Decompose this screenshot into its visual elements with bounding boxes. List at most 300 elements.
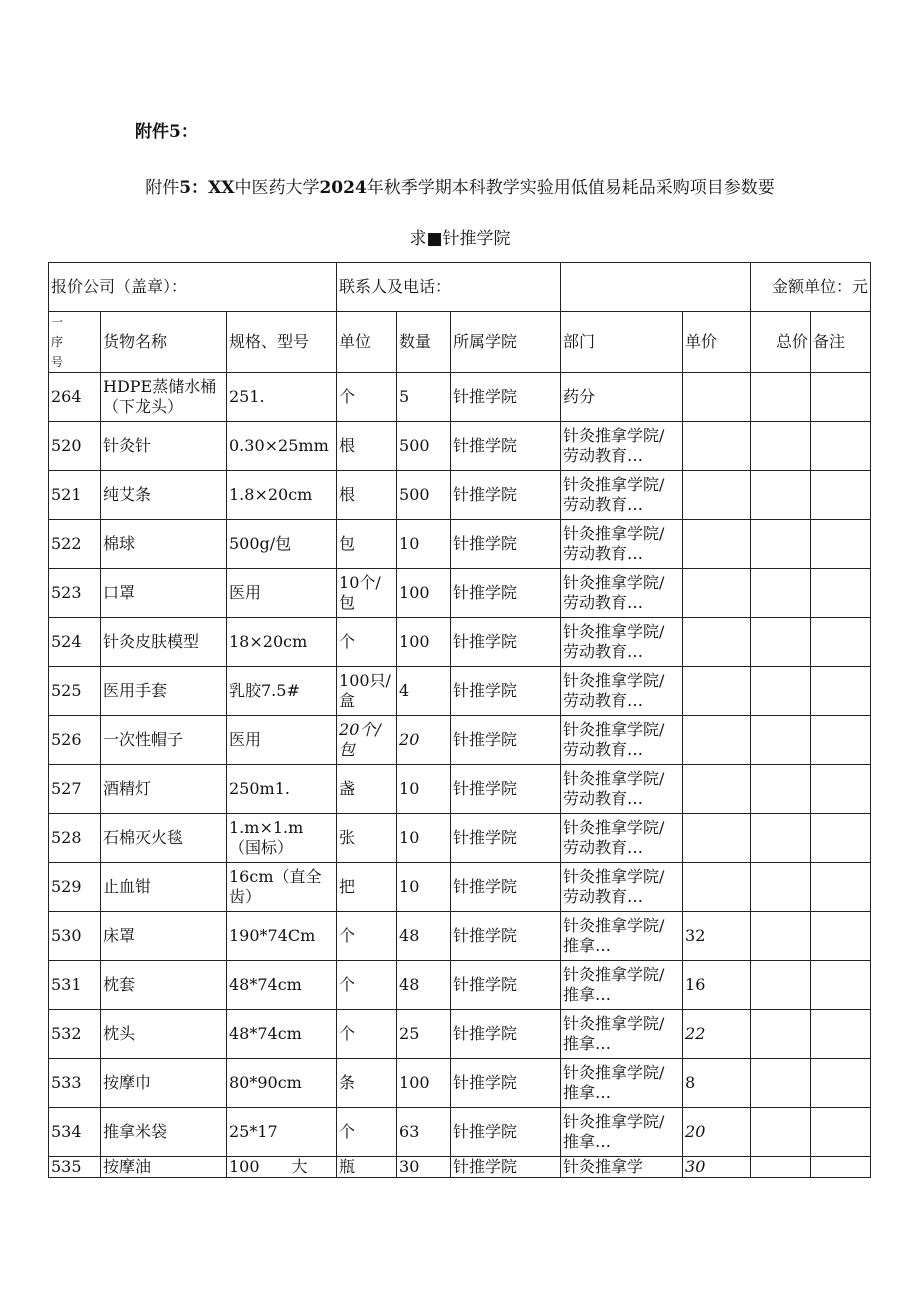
cell-seq-text: 521 — [51, 485, 82, 504]
cell-seq — [49, 1059, 101, 1108]
cell-spec — [227, 1010, 337, 1059]
cell-name — [101, 569, 227, 618]
currency-note-cell — [751, 263, 871, 312]
cell-qty — [397, 667, 451, 716]
cell-price-text: 22 — [685, 1024, 706, 1043]
cell-spec — [227, 1108, 337, 1157]
cell-note[interactable] — [811, 912, 871, 961]
cell-unit — [337, 1157, 397, 1178]
cell-dept — [561, 765, 683, 814]
cell-spec-text: 18×20cm — [229, 632, 308, 651]
cell-spec — [227, 373, 337, 422]
cell-seq-text: 534 — [51, 1122, 82, 1141]
cell-college-text: 针推学院 — [453, 730, 518, 749]
table-row — [49, 863, 871, 912]
header-name: 货物名称 — [101, 312, 227, 373]
cell-college-text: 针推学院 — [453, 1122, 518, 1141]
table-row — [49, 1059, 871, 1108]
table-row — [49, 520, 871, 569]
cell-dept — [561, 961, 683, 1010]
cell-spec — [227, 569, 337, 618]
cell-name — [101, 1059, 227, 1108]
cell-dept-text: 针灸推拿学院/劳动教育… — [563, 720, 665, 759]
cell-spec-text: 80*90cm — [229, 1073, 302, 1092]
cell-seq-text: 529 — [51, 877, 82, 896]
cell-price-text: 32 — [685, 926, 706, 945]
cell-dept-text: 针灸推拿学院/推拿… — [563, 965, 665, 1004]
cell-qty — [397, 520, 451, 569]
cell-college-text: 针推学院 — [453, 387, 518, 406]
cell-qty-text: 48 — [399, 975, 420, 994]
cell-total[interactable] — [751, 814, 811, 863]
cell-qty-text: 10 — [399, 877, 420, 896]
cell-note[interactable] — [811, 1059, 871, 1108]
cell-note[interactable] — [811, 1108, 871, 1157]
purchase-table — [48, 262, 871, 1178]
cell-price — [683, 912, 751, 961]
cell-price[interactable] — [683, 667, 751, 716]
cell-seq — [49, 373, 101, 422]
cell-price[interactable] — [683, 716, 751, 765]
cell-total[interactable] — [751, 569, 811, 618]
cell-seq-text: 264 — [51, 387, 82, 406]
cell-total[interactable] — [751, 765, 811, 814]
cell-total[interactable] — [751, 912, 811, 961]
cell-spec — [227, 520, 337, 569]
cell-note[interactable] — [811, 618, 871, 667]
cell-college-text: 针推学院 — [453, 1073, 518, 1092]
cell-name — [101, 471, 227, 520]
cell-spec-text: 190*74Cm — [229, 926, 316, 945]
cell-seq — [49, 471, 101, 520]
table-row — [49, 471, 871, 520]
cell-total[interactable] — [751, 961, 811, 1010]
cell-dept — [561, 1108, 683, 1157]
cell-college — [451, 667, 561, 716]
cell-spec-text: 0.30×25mm — [229, 436, 329, 455]
cell-total[interactable] — [751, 1108, 811, 1157]
cell-college — [451, 814, 561, 863]
header-price: 单价 — [683, 312, 751, 373]
cell-price[interactable] — [683, 422, 751, 471]
cell-name — [101, 422, 227, 471]
cell-qty-text: 100 — [399, 632, 430, 651]
cell-spec — [227, 814, 337, 863]
cell-total[interactable] — [751, 422, 811, 471]
cell-dept-text: 针灸推拿学院/劳动教育… — [563, 426, 665, 465]
table-row — [49, 814, 871, 863]
cell-name — [101, 912, 227, 961]
cell-spec — [227, 422, 337, 471]
cell-unit — [337, 471, 397, 520]
cell-total[interactable] — [751, 667, 811, 716]
cell-spec-text: 48*74cm — [229, 1024, 302, 1043]
cell-spec — [227, 716, 337, 765]
cell-dept — [561, 373, 683, 422]
cell-note[interactable] — [811, 1157, 871, 1178]
cell-note[interactable] — [811, 373, 871, 422]
cell-college — [451, 618, 561, 667]
cell-qty-text: 100 — [399, 583, 430, 602]
cell-unit-text: 包 — [339, 534, 356, 553]
cell-spec-text: 16cm（直全齿） — [229, 867, 322, 906]
cell-spec-text: 48*74cm — [229, 975, 302, 994]
contact-cell — [337, 263, 561, 312]
cell-unit-text: 个 — [339, 975, 356, 994]
cell-qty-text: 63 — [399, 1122, 420, 1141]
cell-seq — [49, 961, 101, 1010]
cell-unit-text: 条 — [339, 1073, 356, 1092]
cell-unit — [337, 863, 397, 912]
title-org: XX — [208, 178, 235, 198]
cell-unit — [337, 667, 397, 716]
cell-unit — [337, 961, 397, 1010]
cell-college-text: 针推学院 — [453, 436, 518, 455]
cell-unit — [337, 716, 397, 765]
title-prefix: 附件 — [145, 178, 180, 198]
cell-total[interactable] — [751, 716, 811, 765]
document-title-line2: 求■针推学院 — [409, 229, 511, 249]
cell-note[interactable] — [811, 961, 871, 1010]
cell-seq — [49, 863, 101, 912]
header-college: 所属学院 — [451, 312, 561, 373]
cell-dept-text: 针灸推拿学院/劳动教育… — [563, 475, 665, 514]
cell-total[interactable] — [751, 1010, 811, 1059]
cell-qty — [397, 569, 451, 618]
table-row — [49, 961, 871, 1010]
cell-dept — [561, 618, 683, 667]
cell-note[interactable] — [811, 667, 871, 716]
cell-seq — [49, 765, 101, 814]
cell-price[interactable] — [683, 373, 751, 422]
cell-name — [101, 618, 227, 667]
cell-spec-text: 100 大 — [229, 1157, 308, 1176]
title-rest: 年秋季学期本科教学实验用低值易耗品采购项目参数要 — [366, 178, 775, 198]
cell-seq-text: 520 — [51, 436, 82, 455]
cell-spec — [227, 912, 337, 961]
info-row — [49, 263, 871, 312]
cell-seq-text: 524 — [51, 632, 82, 651]
cell-qty-text: 5 — [399, 387, 410, 406]
cell-name-text: 止血钳 — [103, 877, 152, 896]
cell-note[interactable] — [811, 471, 871, 520]
cell-spec — [227, 863, 337, 912]
table-row — [49, 1010, 871, 1059]
header-seq — [49, 312, 101, 373]
cell-seq-text: 526 — [51, 730, 82, 749]
cell-seq-text: 523 — [51, 583, 82, 602]
cell-note[interactable] — [811, 1010, 871, 1059]
cell-college — [451, 863, 561, 912]
cell-dept — [561, 1059, 683, 1108]
cell-name-text: 酒精灯 — [103, 779, 152, 798]
table-row — [49, 422, 871, 471]
cell-seq — [49, 520, 101, 569]
contact-value-cell[interactable] — [561, 263, 751, 312]
cell-qty — [397, 618, 451, 667]
cell-name-text: 纯艾条 — [103, 485, 152, 504]
cell-college — [451, 569, 561, 618]
table-row — [49, 1108, 871, 1157]
cell-dept — [561, 422, 683, 471]
cell-college-text: 针推学院 — [453, 1157, 518, 1176]
header-qty: 数量 — [397, 312, 451, 373]
cell-college-text: 针推学院 — [453, 485, 518, 504]
cell-name — [101, 716, 227, 765]
cell-unit-text: 根 — [339, 485, 356, 504]
cell-name-text: 按摩油 — [103, 1157, 152, 1176]
cell-price-text: 20 — [685, 1122, 706, 1141]
cell-qty-text: 10 — [399, 779, 420, 798]
cell-note[interactable] — [811, 765, 871, 814]
cell-qty-text: 25 — [399, 1024, 420, 1043]
cell-price[interactable] — [683, 471, 751, 520]
cell-unit-text: 个 — [339, 632, 356, 651]
cell-qty — [397, 1010, 451, 1059]
cell-college — [451, 471, 561, 520]
header-dept: 部门 — [561, 312, 683, 373]
cell-seq — [49, 814, 101, 863]
cell-qty — [397, 1108, 451, 1157]
cell-price[interactable] — [683, 618, 751, 667]
cell-seq — [49, 716, 101, 765]
cell-price[interactable] — [683, 863, 751, 912]
cell-note[interactable] — [811, 422, 871, 471]
cell-seq — [49, 618, 101, 667]
cell-spec — [227, 1059, 337, 1108]
cell-unit — [337, 1059, 397, 1108]
cell-unit-text: 个 — [339, 1122, 356, 1141]
cell-seq-text: 533 — [51, 1073, 82, 1092]
cell-college-text: 针推学院 — [453, 1024, 518, 1043]
cell-dept-text: 针灸推拿学院/劳动教育… — [563, 769, 665, 808]
cell-total[interactable] — [751, 863, 811, 912]
cell-college-text: 针推学院 — [453, 975, 518, 994]
cell-unit-text: 瓶 — [339, 1157, 356, 1176]
header-total: 总价 — [751, 312, 811, 373]
cell-total[interactable] — [751, 373, 811, 422]
cell-price — [683, 1010, 751, 1059]
cell-name-text: 石棉灭火毯 — [103, 828, 184, 847]
cell-college — [451, 520, 561, 569]
cell-total[interactable] — [751, 618, 811, 667]
cell-unit — [337, 422, 397, 471]
cell-price[interactable] — [683, 520, 751, 569]
cell-dept-text: 针灸推拿学院/推拿… — [563, 916, 665, 955]
title-num: 5： — [179, 178, 209, 198]
cell-dept-text: 针灸推拿学 — [563, 1157, 644, 1176]
cell-price — [683, 1157, 751, 1178]
cell-dept — [561, 716, 683, 765]
cell-spec-text: 25*17 — [229, 1122, 278, 1141]
cell-spec-text: 1.m×1.m（国标） — [229, 818, 304, 857]
cell-unit-text: 20个/包 — [339, 720, 381, 759]
cell-college — [451, 373, 561, 422]
cell-college-text: 针推学院 — [453, 877, 518, 896]
table-row — [49, 373, 871, 422]
cell-note[interactable] — [811, 863, 871, 912]
contact-label: 联系人及电话： — [339, 277, 452, 296]
cell-dept — [561, 912, 683, 961]
cell-spec-text: 250m1. — [229, 779, 290, 798]
cell-spec-text: 1.8×20cm — [229, 485, 313, 504]
cell-name — [101, 520, 227, 569]
cell-note[interactable] — [811, 569, 871, 618]
cell-college — [451, 716, 561, 765]
cell-dept-text: 针灸推拿学院/劳动教育… — [563, 622, 665, 661]
table-row — [49, 618, 871, 667]
cell-name-text: 医用手套 — [103, 681, 168, 700]
cell-seq-text: 531 — [51, 975, 82, 994]
cell-name — [101, 1157, 227, 1178]
table-row — [49, 716, 871, 765]
title-year: 2024 — [319, 178, 367, 198]
cell-price[interactable] — [683, 569, 751, 618]
cell-unit — [337, 520, 397, 569]
cell-price — [683, 961, 751, 1010]
cell-name-text: HDPE蒸储水桶（下龙头） — [103, 377, 217, 416]
cell-unit-text: 根 — [339, 436, 356, 455]
cell-college-text: 针推学院 — [453, 828, 518, 847]
cell-total[interactable] — [751, 471, 811, 520]
cell-dept-text: 药分 — [563, 387, 596, 406]
cell-college — [451, 912, 561, 961]
cell-unit — [337, 912, 397, 961]
currency-note: 金额单位：元 — [772, 277, 869, 296]
cell-name-text: 一次性帽子 — [103, 730, 184, 749]
cell-note[interactable] — [811, 716, 871, 765]
cell-dept — [561, 520, 683, 569]
cell-qty-text: 500 — [399, 485, 430, 504]
cell-college — [451, 961, 561, 1010]
cell-seq — [49, 1157, 101, 1178]
cell-dept — [561, 1157, 683, 1178]
cell-college — [451, 1010, 561, 1059]
cell-qty-text: 100 — [399, 1073, 430, 1092]
cell-spec — [227, 667, 337, 716]
cell-dept-text: 针灸推拿学院/劳动教育… — [563, 867, 665, 906]
cell-qty-text: 10 — [399, 828, 420, 847]
cell-dept — [561, 471, 683, 520]
cell-qty — [397, 814, 451, 863]
cell-note[interactable] — [811, 520, 871, 569]
cell-qty — [397, 1059, 451, 1108]
cell-seq-text: 528 — [51, 828, 82, 847]
cell-college-text: 针推学院 — [453, 583, 518, 602]
cell-qty-text: 30 — [399, 1157, 420, 1176]
header-row — [49, 312, 871, 373]
cell-unit-text: 个 — [339, 1024, 356, 1043]
cell-seq — [49, 912, 101, 961]
document-title — [50, 175, 870, 201]
cell-name — [101, 667, 227, 716]
cell-name-text: 推拿米袋 — [103, 1122, 168, 1141]
cell-unit — [337, 765, 397, 814]
table-row — [49, 912, 871, 961]
cell-seq — [49, 422, 101, 471]
cell-name — [101, 1010, 227, 1059]
cell-college-text: 针推学院 — [453, 534, 518, 553]
cell-dept-text: 针灸推拿学院/推拿… — [563, 1112, 665, 1151]
cell-total[interactable] — [751, 520, 811, 569]
title-middle: 中医药大学 — [234, 178, 320, 198]
header-spec: 规格、型号 — [227, 312, 337, 373]
company-label: 报价公司（盖章）： — [51, 277, 188, 296]
cell-dept-text: 针灸推拿学院/劳动教育… — [563, 524, 665, 563]
cell-spec — [227, 618, 337, 667]
cell-name-text: 棉球 — [103, 534, 136, 553]
cell-price-text: 16 — [685, 975, 706, 994]
cell-dept-text: 针灸推拿学院/推拿… — [563, 1063, 665, 1102]
cell-qty-text: 10 — [399, 534, 420, 553]
cell-qty-text: 20 — [399, 730, 420, 749]
table-row — [49, 1157, 871, 1178]
cell-qty — [397, 765, 451, 814]
cell-total[interactable] — [751, 1059, 811, 1108]
cell-seq — [49, 1108, 101, 1157]
cell-qty — [397, 1157, 451, 1178]
cell-dept-text: 针灸推拿学院/劳动教育… — [563, 818, 665, 857]
cell-price-text: 8 — [685, 1073, 696, 1092]
cell-name — [101, 1108, 227, 1157]
cell-unit-text: 10个/包 — [339, 573, 381, 612]
cell-name — [101, 765, 227, 814]
cell-college-text: 针推学院 — [453, 926, 518, 945]
cell-spec-text: 251. — [229, 387, 265, 406]
cell-name — [101, 814, 227, 863]
cell-unit-text: 100只/盒 — [339, 671, 391, 710]
cell-name-text: 口罩 — [103, 583, 136, 602]
cell-seq — [49, 569, 101, 618]
cell-college — [451, 422, 561, 471]
table-row — [49, 765, 871, 814]
cell-dept — [561, 569, 683, 618]
header-seq-text: 一 序 号 — [51, 315, 64, 369]
cell-dept-text: 针灸推拿学院/劳动教育… — [563, 573, 665, 612]
cell-dept — [561, 1010, 683, 1059]
cell-college — [451, 1059, 561, 1108]
cell-name-text: 针灸针 — [103, 436, 152, 455]
cell-note[interactable] — [811, 814, 871, 863]
cell-total[interactable] — [751, 1157, 811, 1178]
header-note: 备注 — [811, 312, 871, 373]
cell-dept-text: 针灸推拿学院/推拿… — [563, 1014, 665, 1053]
cell-price — [683, 1059, 751, 1108]
table-row — [49, 569, 871, 618]
cell-qty-text: 4 — [399, 681, 410, 700]
cell-college — [451, 765, 561, 814]
cell-unit — [337, 569, 397, 618]
cell-price[interactable] — [683, 814, 751, 863]
cell-price[interactable] — [683, 765, 751, 814]
cell-college-text: 针推学院 — [453, 779, 518, 798]
cell-name-text: 按摩巾 — [103, 1073, 152, 1092]
cell-name — [101, 373, 227, 422]
cell-qty — [397, 373, 451, 422]
cell-seq-text: 532 — [51, 1024, 82, 1043]
cell-college — [451, 1157, 561, 1178]
cell-name-text: 枕头 — [103, 1024, 136, 1043]
company-cell — [49, 263, 337, 312]
cell-dept — [561, 667, 683, 716]
cell-unit-text: 盏 — [339, 779, 356, 798]
cell-unit — [337, 1108, 397, 1157]
cell-qty — [397, 961, 451, 1010]
cell-qty-text: 48 — [399, 926, 420, 945]
cell-name-text: 床罩 — [103, 926, 136, 945]
cell-spec-text: 500g/包 — [229, 534, 292, 553]
cell-seq-text: 530 — [51, 926, 82, 945]
